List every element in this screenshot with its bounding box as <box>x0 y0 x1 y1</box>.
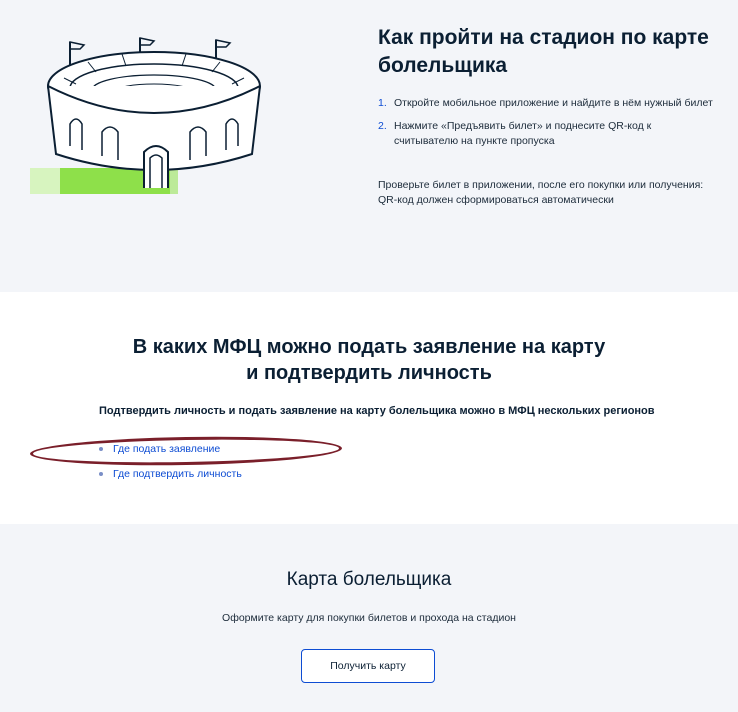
mfc-section-title <box>0 334 738 386</box>
step-number: 2. <box>378 120 387 132</box>
fan-card-subtitle: Оформите карту для покупки билетов и прохода на стадион <box>222 612 516 624</box>
list-item <box>99 467 242 481</box>
apply-location-link[interactable]: Где подать заявление <box>113 443 221 455</box>
stadium-illustration-icon <box>30 36 280 196</box>
step-text: Нажмите «Предъявить билет» и поднесите QR-код к считывателю на пункте пропуска <box>394 120 652 147</box>
stadium-note: Проверьте билет в приложении, после его покупки или получения: QR-код должен сформироваться автоматически <box>378 179 704 206</box>
mfc-description: Подтвердить личность и подать заявление на карту болельщика можно в МФЦ нескольких регионов <box>99 405 655 417</box>
list-item <box>378 96 718 111</box>
mfc-title-line-1: В каких МФЦ можно подать заявление на карту <box>132 336 606 358</box>
mfc-title-line-2: и подтвердить личность <box>246 362 492 384</box>
fan-card-title: Карта болельщика <box>286 569 452 590</box>
stadium-section-title: Как пройти на стадион по карте болельщика <box>378 26 709 77</box>
confirm-identity-link[interactable]: Где подтвердить личность <box>113 468 242 480</box>
list-item <box>378 119 718 149</box>
get-card-button[interactable]: Получить карту <box>301 649 435 683</box>
step-text: Откройте мобильное приложение и найдите в нём нужный билет <box>394 97 713 109</box>
stadium-steps-list <box>378 96 718 157</box>
step-number: 1. <box>378 97 387 109</box>
bullet-dot-icon <box>99 472 103 476</box>
